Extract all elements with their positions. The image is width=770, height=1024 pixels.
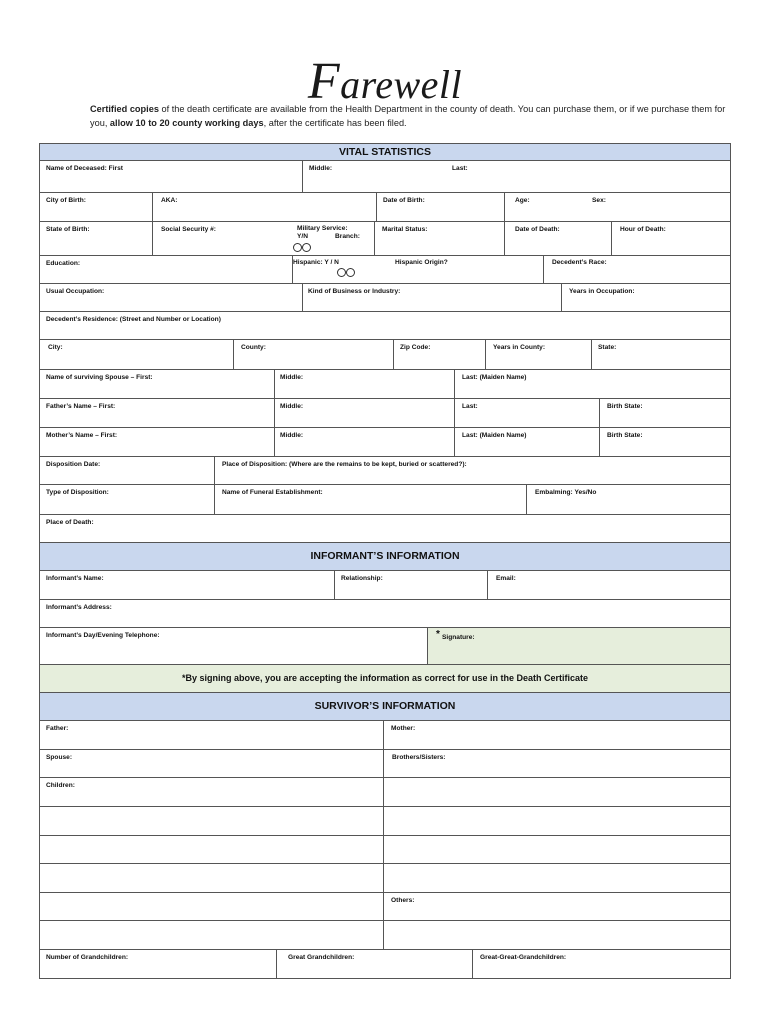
field-type-of-disposition[interactable]: Type of Disposition: — [46, 489, 109, 496]
field-children-line-3[interactable] — [40, 836, 383, 863]
row-place-of-death — [39, 515, 731, 543]
field-funeral-establishment[interactable]: Name of Funeral Establishment: — [214, 485, 526, 514]
field-social-security[interactable]: Social Security #: — [152, 222, 288, 255]
field-email[interactable]: Email: — [487, 571, 730, 599]
field-usual-occupation[interactable]: Usual Occupation: — [46, 288, 105, 295]
field-children-line-5[interactable] — [40, 893, 383, 920]
field-years-in-county[interactable]: Years in County: — [485, 340, 591, 369]
field-hispanic-origin[interactable]: Hispanic Origin? — [395, 259, 448, 266]
section-header-vital-statistics: VITAL STATISTICS — [39, 143, 731, 161]
hispanic-no-radio[interactable] — [346, 268, 355, 277]
field-mother-birth-state[interactable]: Birth State: — [599, 428, 730, 456]
field-father-last[interactable]: Last: — [454, 399, 599, 427]
field-city[interactable]: City: — [48, 344, 63, 351]
intro-text: Certified copies of the death certificate are available from the Health Department in the county of death. You can purchase them, or if we purchase them for you, allow 10 to 20 county working days, after the certificate has been filed. — [90, 104, 726, 128]
section-header-survivor: SURVIVOR’S INFORMATION — [39, 693, 731, 721]
field-survivor-spouse[interactable]: Spouse: — [46, 754, 73, 761]
row-children-3 — [39, 836, 731, 864]
field-siblings-line-5[interactable] — [383, 864, 730, 892]
row-survivor-parents — [39, 721, 731, 750]
row-city-county — [39, 340, 731, 370]
row-children-4 — [39, 864, 731, 893]
row-father — [39, 399, 731, 428]
field-middle[interactable]: Middle: — [302, 161, 447, 192]
row-name — [39, 161, 731, 193]
field-survivor-father[interactable]: Father: — [46, 725, 69, 732]
field-sex[interactable]: Sex: — [592, 197, 606, 204]
field-children[interactable]: Children: — [46, 782, 75, 789]
row-disposition-date — [39, 457, 731, 485]
row-state-of-birth — [39, 222, 731, 256]
field-others-line-2[interactable] — [383, 921, 730, 949]
row-city-of-birth — [39, 193, 731, 222]
field-spouse-last[interactable]: Last: (Maiden Name) — [454, 370, 730, 398]
row-informant-name — [39, 571, 731, 600]
field-age[interactable]: Age: — [504, 193, 584, 221]
field-education[interactable]: Education: — [46, 260, 81, 267]
row-informant-address — [39, 600, 731, 628]
field-county[interactable]: County: — [233, 340, 393, 369]
field-father-middle[interactable]: Middle: — [274, 399, 454, 427]
row-type-of-disposition — [39, 485, 731, 515]
field-informant-name[interactable]: Informant’s Name: — [46, 575, 104, 582]
military-no-radio[interactable] — [302, 243, 311, 252]
field-hour-of-death[interactable]: Hour of Death: — [611, 222, 730, 255]
field-siblings-line-2[interactable] — [383, 778, 730, 806]
row-mother — [39, 428, 731, 457]
field-survivor-others[interactable]: Others: — [383, 893, 730, 920]
field-last[interactable]: Last: — [452, 165, 468, 172]
field-name-first[interactable]: Name of Deceased: First — [46, 165, 123, 172]
field-aka[interactable]: AKA: — [152, 193, 376, 221]
field-city-of-birth[interactable]: City of Birth: — [46, 197, 86, 204]
field-signature[interactable]: * Signature: — [427, 628, 730, 664]
field-spouse-first[interactable]: Name of surviving Spouse – First: — [46, 374, 153, 381]
row-spouse — [39, 370, 731, 399]
section-header-informant: INFORMANT’S INFORMATION — [39, 543, 731, 571]
farewell-logo: Farewell — [307, 53, 463, 110]
field-relationship[interactable]: Relationship: — [334, 571, 487, 599]
row-children-5 — [39, 893, 731, 921]
field-date-of-death[interactable]: Date of Death: — [504, 222, 611, 255]
field-mother-first[interactable]: Mother’s Name – First: — [46, 432, 118, 439]
field-siblings-line-4[interactable] — [383, 836, 730, 863]
field-great-great-grandchildren[interactable]: Great-Great-Grandchildren: — [472, 950, 730, 978]
military-yes-radio[interactable] — [293, 243, 302, 252]
field-mother-middle[interactable]: Middle: — [274, 428, 454, 456]
field-decedent-race[interactable]: Decedent’s Race: — [543, 256, 730, 283]
row-children-6 — [39, 921, 731, 950]
field-marital-status[interactable]: Marital Status: — [374, 222, 504, 255]
row-grandchildren — [39, 950, 731, 979]
field-hispanic[interactable]: Hispanic: Y / N — [292, 256, 388, 283]
field-embalming[interactable]: Embalming: Yes/No — [526, 485, 730, 514]
field-place-of-death[interactable]: Place of Death: — [46, 519, 94, 526]
field-date-of-birth[interactable]: Date of Birth: — [376, 193, 504, 221]
field-years-in-occupation[interactable]: Years in Occupation: — [561, 284, 730, 311]
field-place-of-disposition[interactable]: Place of Disposition: (Where are the remains to be kept, buried or scattered?): — [214, 457, 730, 484]
field-great-grandchildren[interactable]: Great Grandchildren: — [276, 950, 472, 978]
field-father-birth-state[interactable]: Birth State: — [599, 399, 730, 427]
field-mother-last[interactable]: Last: (Maiden Name) — [454, 428, 599, 456]
signature-note: *By signing above, you are accepting the information as correct for use in the Death Certificate — [39, 665, 731, 693]
field-zip-code[interactable]: Zip Code: — [393, 340, 485, 369]
field-survivor-siblings[interactable]: Brothers/Sisters: — [383, 750, 730, 777]
field-state-of-birth[interactable]: State of Birth: — [46, 226, 90, 233]
field-kind-of-business[interactable]: Kind of Business or Industry: — [302, 284, 561, 311]
field-military-service[interactable]: Military Service: Y/N Branch: — [288, 222, 374, 255]
row-informant-phone — [39, 628, 731, 665]
death-certificate-form — [39, 143, 731, 979]
field-children-line-2[interactable] — [40, 807, 383, 835]
field-children-line-6[interactable] — [40, 921, 383, 949]
row-children-2 — [39, 807, 731, 836]
row-children-1 — [39, 778, 731, 807]
field-decedent-residence[interactable]: Decedent’s Residence: (Street and Number or Location) — [46, 316, 221, 323]
field-children-line-4[interactable] — [40, 864, 383, 892]
hispanic-yes-radio[interactable] — [337, 268, 346, 277]
field-survivor-mother[interactable]: Mother: — [383, 721, 730, 749]
field-siblings-line-3[interactable] — [383, 807, 730, 835]
field-spouse-middle[interactable]: Middle: — [274, 370, 454, 398]
row-residence — [39, 312, 731, 340]
field-informant-address[interactable]: Informant’s Address: — [46, 604, 112, 611]
field-state[interactable]: State: — [591, 340, 730, 369]
field-informant-phone[interactable]: Informant’s Day/Evening Telephone: — [46, 632, 160, 639]
row-survivor-spouse — [39, 750, 731, 778]
row-education — [39, 256, 731, 284]
field-number-of-grandchildren[interactable]: Number of Grandchildren: — [46, 954, 129, 961]
field-father-first[interactable]: Father’s Name – First: — [46, 403, 116, 410]
row-occupation — [39, 284, 731, 312]
field-disposition-date[interactable]: Disposition Date: — [46, 461, 101, 468]
